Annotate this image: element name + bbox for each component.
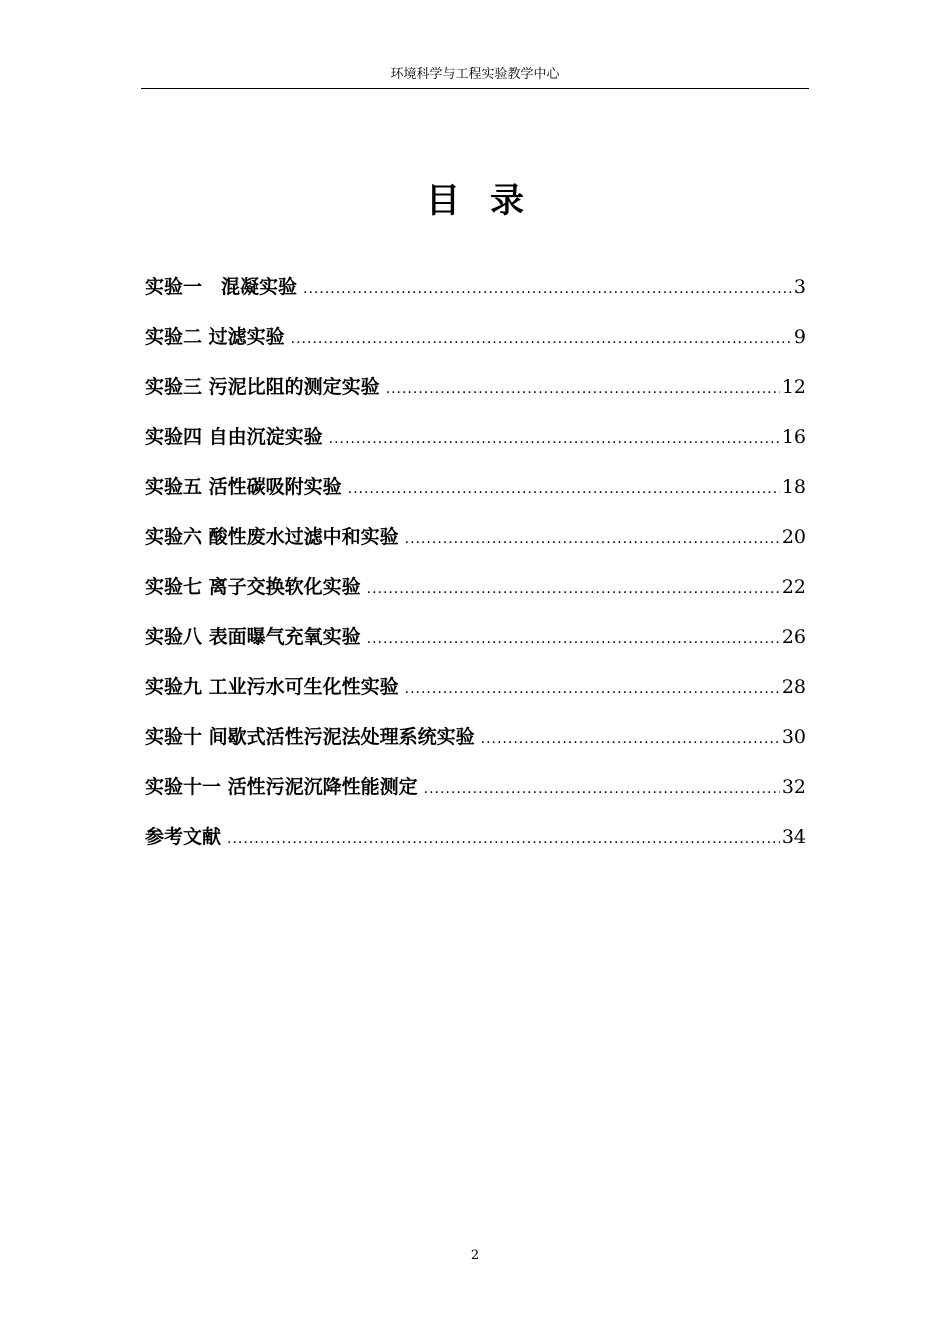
toc-entry-label: 实验二 过滤实验 xyxy=(145,326,285,348)
toc-title: 目录 xyxy=(426,181,554,221)
dot-leader xyxy=(367,622,780,656)
toc-entry-page: 34 xyxy=(781,826,806,848)
toc-entry[interactable] xyxy=(145,570,806,620)
dot-leader xyxy=(291,322,792,356)
dot-leader xyxy=(424,772,780,806)
toc-entry-page: 32 xyxy=(781,776,806,798)
header-divider xyxy=(141,88,809,89)
toc-entry-label: 实验七 离子交换软化实验 xyxy=(145,576,361,598)
toc-entry-page: 3 xyxy=(793,276,806,298)
toc-entry-label: 实验六 酸性废水过滤中和实验 xyxy=(145,526,399,548)
toc-entry-label: 参考文献 xyxy=(145,826,222,848)
dot-leader xyxy=(386,372,780,406)
toc-entry-label: 实验一 混凝实验 xyxy=(145,276,298,298)
toc-entry[interactable] xyxy=(145,470,806,520)
toc-entry[interactable] xyxy=(145,820,806,870)
toc-entry-label: 实验九 工业污水可生化性实验 xyxy=(145,676,399,698)
toc-entry[interactable] xyxy=(145,620,806,670)
toc-entry[interactable] xyxy=(145,670,806,720)
dot-leader xyxy=(227,822,780,856)
toc-entry-label: 实验十一 活性污泥沉降性能测定 xyxy=(145,776,418,798)
toc-entry-label: 实验三 污泥比阻的测定实验 xyxy=(145,376,380,398)
toc-entry[interactable] xyxy=(145,720,806,770)
toc-entry[interactable] xyxy=(145,770,806,820)
dot-leader xyxy=(405,672,780,706)
page-header: 环境科学与工程实验教学中心 xyxy=(390,67,560,82)
toc-entry[interactable] xyxy=(145,520,806,570)
toc-entry-page: 26 xyxy=(781,626,806,648)
toc-entry-label: 实验十 间歇式活性污泥法处理系统实验 xyxy=(145,726,475,748)
toc-entry[interactable] xyxy=(145,270,806,320)
dot-leader xyxy=(405,522,780,556)
toc-entry-page: 20 xyxy=(781,526,806,548)
toc-entry[interactable] xyxy=(145,420,806,470)
toc-entry-page: 16 xyxy=(781,426,806,448)
dot-leader xyxy=(481,722,780,756)
dot-leader xyxy=(329,422,780,456)
toc-entry[interactable] xyxy=(145,370,806,420)
dot-leader xyxy=(348,472,780,506)
toc-list xyxy=(145,270,806,870)
page-number: 2 xyxy=(470,1248,480,1263)
toc-entry-page: 18 xyxy=(781,476,806,498)
toc-entry-page: 28 xyxy=(781,676,806,698)
toc-entry-label: 实验八 表面曝气充氧实验 xyxy=(145,626,361,648)
toc-entry-label: 实验四 自由沉淀实验 xyxy=(145,426,323,448)
toc-entry[interactable] xyxy=(145,320,806,370)
toc-entry-page: 9 xyxy=(793,326,806,348)
toc-entry-label: 实验五 活性碳吸附实验 xyxy=(145,476,342,498)
toc-entry-page: 22 xyxy=(781,576,806,598)
toc-entry-page: 30 xyxy=(781,726,806,748)
dot-leader xyxy=(367,572,780,606)
dot-leader xyxy=(303,272,792,306)
toc-entry-page: 12 xyxy=(781,376,806,398)
